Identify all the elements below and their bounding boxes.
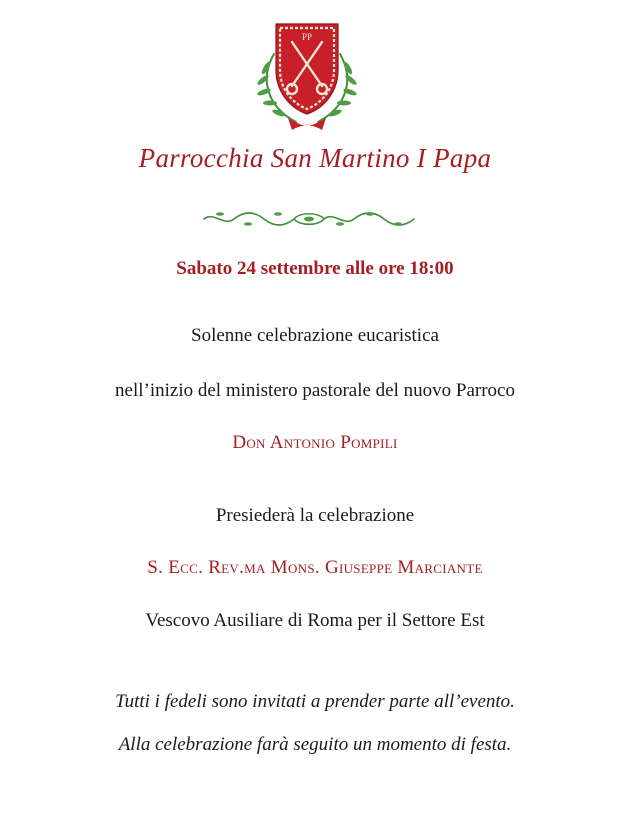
presider-intro-line: Presiederà la celebrazione bbox=[215, 505, 415, 526]
celebration-followup-line: Alla celebrazione farà seguito un momento di festa. bbox=[118, 734, 512, 755]
event-date: Sabato 24 settembre alle ore 18:00 bbox=[176, 258, 454, 279]
crest-monogram: PP bbox=[301, 32, 313, 42]
invitation-line: Tutti i fedeli sono invitati a prender parte all’evento. bbox=[115, 691, 515, 712]
ministry-line: nell’inizio del ministero pastorale del nuovo Parroco bbox=[115, 380, 515, 401]
parish-coat-of-arms-icon bbox=[252, 18, 362, 136]
floral-divider-icon bbox=[200, 208, 418, 230]
celebration-line: Solenne celebrazione eucaristica bbox=[191, 325, 439, 346]
parish-priest-name: Don Antonio Pompili bbox=[232, 432, 398, 453]
presider-name: S. Ecc. Rev.ma Mons. Giuseppe Marciante bbox=[147, 557, 483, 578]
presider-title-line: Vescovo Ausiliare di Roma per il Settore Est bbox=[145, 610, 485, 631]
page-title: Parrocchia San Martino I Papa bbox=[138, 143, 492, 173]
